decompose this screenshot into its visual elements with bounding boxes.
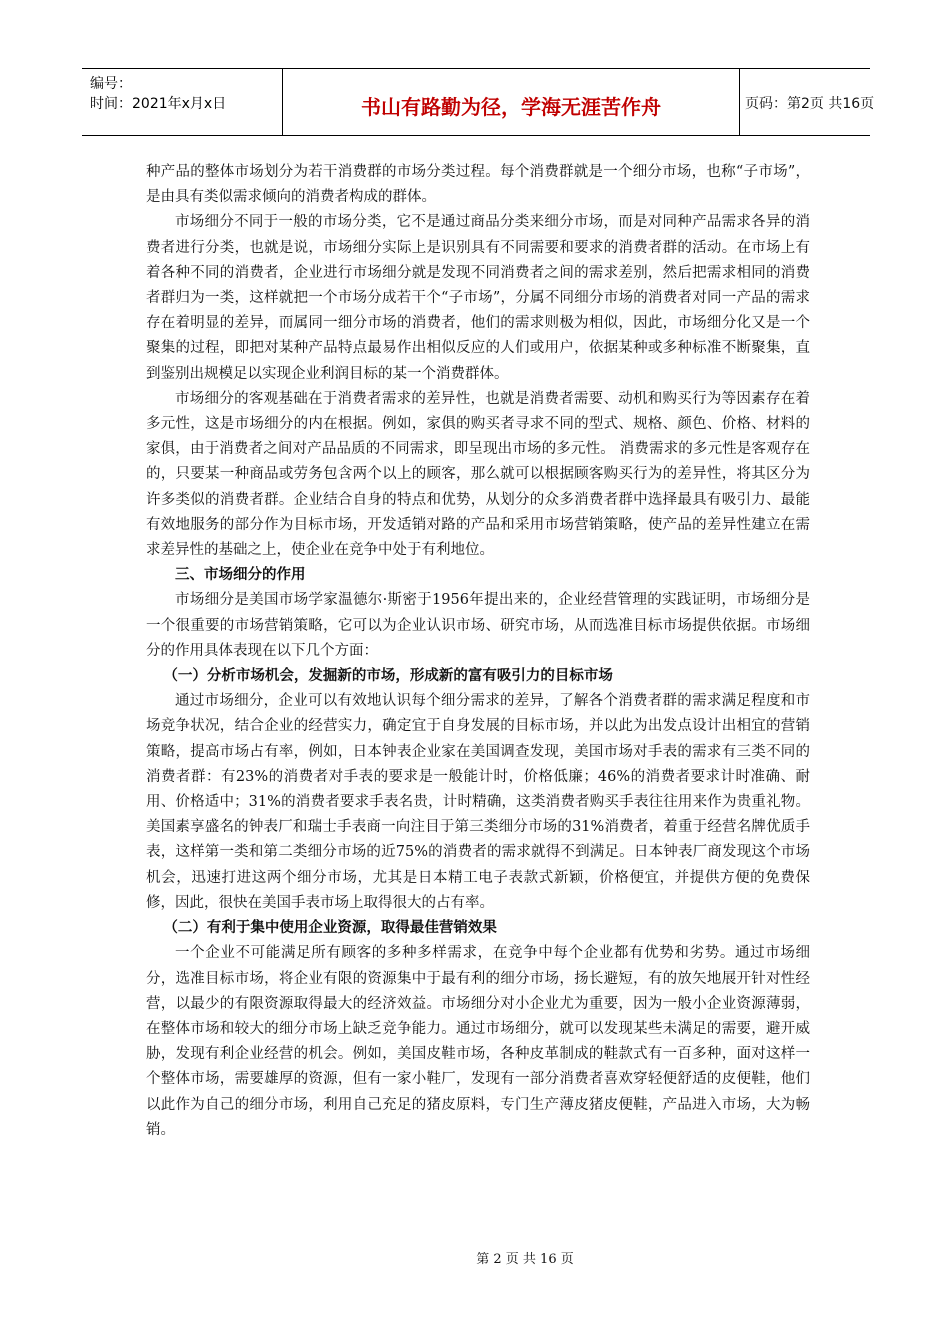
header-motto: 书山有路勤为径，学海无涯苦作舟	[361, 95, 661, 119]
paragraph: 市场细分的客观基础在于消费者需求的差异性，也就是消费者需要、动机和购买行为等因素存在着多元性，这是市场细分的内在根据。例如，家俱的购买者寻求不同的型式、规格、颜色、价格、材料的家俱，由于消费者之间对产品品质的不同需求，即呈现出市场的多元性。 消费需求的多元性是客观存在的，只要某一种商品或劳务包含两个以上的顾客，那么就可以根据顾客购买行为的差异性，将其区分为许多类似的消费者群。企业结合自身的特点和优势，从划分的众多消费者群中选择最具有吸引力、最能有效地服务的部分作为目标市场，开发适销对路的产品和采用市场营销策略，使产品的差异性建立在需求差异性的基础之上，使企业在竞争中处于有利地位。	[146, 390, 810, 559]
page-footer: 第 2 页 共 16 页	[476, 1252, 574, 1267]
header-page-number: 页码：第2页 共16页	[745, 96, 875, 112]
document-body	[146, 160, 810, 1143]
header-motto-cell	[282, 69, 740, 135]
section-heading: 三、市场细分的作用	[175, 567, 306, 584]
paragraph: 通过市场细分，企业可以有效地认识每个细分需求的差异，了解各个消费者群的需求满足程度和市场竞争状况，结合企业的经营实力，确定宜于自身发展的目标市场，并以此为出发点设计出相宜的营销策略，提高市场占有率，例如，日本钟表企业家在美国调查发现，美国市场对手表的需求有三类不同的消费者群：有23%的消费者对手表的要求是一般能计时，价格低廉；46%的消费者要求计时准确、耐用、价格适中；31%的消费者要求手表名贵，计时精确，这类消费者购买手表往往用来作为贵重礼物。美国素享盛名的钟表厂和瑞士手表商一向注目于第三类细分市场的31%消费者，着重于经营名牌优质手表，这样第一类和第二类细分市场的近75%的消费者的需求就得不到满足。日本钟表厂商发现这个市场机会，迅速打进这两个细分市场，尤其是日本精工电子表款式新颖，价格便宜，并提供方便的免费保修，因此，很快在美国手表市场上取得很大的占有率。	[146, 693, 810, 911]
document-number-label: 编号：	[90, 76, 132, 92]
header-page-cell	[739, 69, 875, 135]
paragraph: 市场细分是美国市场学家温德尔·斯密于1956年提出来的，企业经营管理的实践证明，市场细分是一个很重要的市场营销策略，它可以为企业认识市场、研究市场，从而选准目标市场提供依据。市场细分的作用具体表现在以下几个方面：	[146, 592, 810, 659]
subsection-heading: （二）有利于集中使用企业资源，取得最佳营销效果	[163, 920, 497, 937]
paragraph: 市场细分不同于一般的市场分类，它不是通过商品分类来细分市场，而是对同种产品需求各异的消费者进行分类，也就是说，市场细分实际上是识别具有不同需要和要求的消费者群的活动。在市场上有着各种不同的消费者，企业进行市场细分就是发现不同消费者之间的需求差别，然后把需求相同的消费者群归为一类，这样就把一个市场分成若干个“子市场”，分属不同细分市场的消费者对同一产品的需求存在着明显的差异，而属同一细分市场的消费者，他们的需求则极为相似，因此，市场细分化又是一个聚集的过程，即把对某种产品特点最易作出相似反应的人们或用户，依据某种或多种标准不断聚集，直到鉴别出规模足以实现企业利润目标的某一个消费群体。	[146, 214, 810, 382]
paragraph: 种产品的整体市场划分为若干消费群的市场分类过程。每个消费群就是一个细分市场，也称“子市场”，是由具有类似需求倾向的消费者构成的群体。	[146, 164, 810, 206]
paragraph: 一个企业不可能满足所有顾客的多种多样需求，在竞争中每个企业都有优势和劣势。通过市场细分，选准目标市场，将企业有限的资源集中于最有利的细分市场，扬长避短，有的放矢地展开针对性经营，以最少的有限资源取得最大的经济效益。市场细分对小企业尤为重要，因为一般小企业资源薄弱，在整体市场和较大的细分市场上缺乏竞争能力。通过市场细分，就可以发现某些未满足的需要，避开威胁，发现有利企业经营的机会。例如，美国皮鞋市场，各种皮革制成的鞋款式有一百多种，面对这样一个整体市场，需要雄厚的资源，但有一家小鞋厂，发现有一部分消费者喜欢穿轻便舒适的皮便鞋，他们以此作为自己的细分市场，利用自己充足的猪皮原料，专门生产薄皮猪皮便鞋，产品进入市场，大为畅销。	[146, 945, 810, 1138]
document-date-label: 时间：2021年x月x日	[90, 96, 227, 112]
subsection-heading: （一）分析市场机会，发掘新的市场，形成新的富有吸引力的目标市场	[163, 668, 613, 685]
header-info-cell	[82, 69, 282, 135]
page-header	[82, 68, 875, 136]
